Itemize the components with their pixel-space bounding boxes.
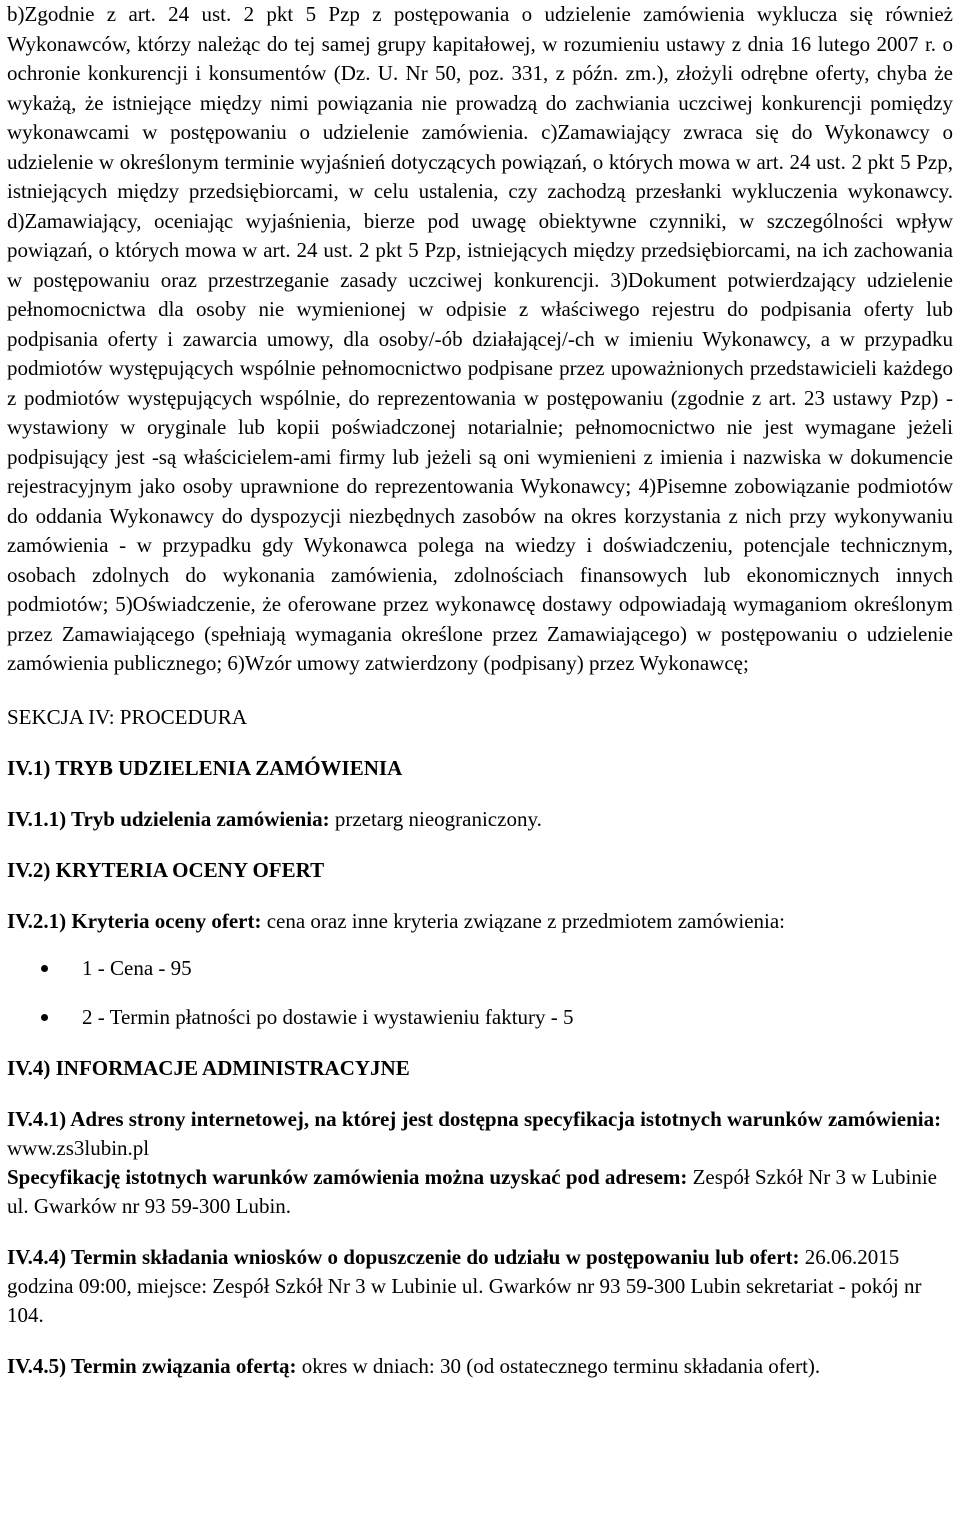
iv11-value: przetarg nieograniczony.: [329, 806, 542, 831]
spec-label: Specyfikację istotnych warunków zamówienia można uzyskać pod adresem:: [7, 1164, 688, 1189]
bullet-icon: [41, 965, 48, 972]
iv41-value: www.zs3lubin.pl: [7, 1135, 150, 1160]
iv11-label: IV.1.1) Tryb udzielenia zamówienia:: [7, 806, 330, 831]
heading-iv2: IV.2) KRYTERIA OCENY OFERT: [7, 857, 325, 882]
criteria-list: [7, 954, 953, 1032]
iv11-item: [7, 805, 953, 834]
heading-iv1: IV.1) TRYB UDZIELENIA ZAMÓWIENIA: [7, 755, 403, 780]
iv21-label: IV.2.1) Kryteria oceny ofert:: [7, 908, 262, 933]
iv44-item: [7, 1243, 953, 1330]
iv41-item: [7, 1105, 953, 1163]
iv45-label: IV.4.5) Termin związania ofertą:: [7, 1353, 297, 1378]
section-title: SEKCJA IV: PROCEDURA: [7, 704, 247, 729]
iv44-value: 26.06.2015 godzina 09:00, miejsce: Zespół Szkół Nr 3 w Lubinie ul. Gwarków nr 93 59-300 Lubin sekretariat - pokój nr 104.: [7, 1244, 922, 1327]
criteria-item: [7, 954, 953, 983]
iv21-item: [7, 907, 953, 936]
criteria-item: [7, 1003, 953, 1032]
iv45-value: okres w dniach: 30 (od ostatecznego terminu składania ofert).: [296, 1353, 821, 1378]
criteria-text: 2 - Termin płatności po dostawie i wystawieniu faktury - 5: [82, 1004, 574, 1029]
spec-value: Zespół Szkół Nr 3 w Lubinie ul. Gwarków nr 93 59-300 Lubin.: [7, 1164, 937, 1218]
body-paragraph: b)Zgodnie z art. 24 ust. 2 pkt 5 Pzp z postępowania o udzielenie zamówienia wyklucza się również Wykonawców, którzy należąc do tej samej grupy kapitałowej, w rozumieniu ustawy z dnia 16 lutego 2007 r. o ochronie konkurencji i konsumentów (Dz. U. Nr 50, poz. 331, z późn. zm.), złożyli odrębne oferty, chyba że wykażą, że istniejące między nimi powiązania nie prowadzą do zachwiania uczciwej konkurencji pomiędzy wykonawcami w postępowaniu o udzielenie zamówienia. c)Zamawiający zwraca się do Wykonawcy o udzielenie w określonym terminie wyjaśnień dotyczących powiązań, o których mowa w art. 24 ust. 2 pkt 5 Pzp, istniejących między przedsiębiorcami, w celu ustalenia, czy zachodzą przesłanki wykluczenia wykonawcy. d)Zamawiający, oceniając wyjaśnienia, bierze pod uwagę obiektywne czynniki, w szczególności wpływ powiązań, o których mowa w art. 24 ust. 2 pkt 5 Pzp, istniejących między przedsiębiorcami, na ich zachowania w postępowaniu oraz przestrzeganie zasady uczciwej konkurencji. 3)Dokument potwierdzający udzielenie pełnomocnictwa dla osoby nie wymienionej w odpisie z właściwego rejestru do podpisania oferty lub podpisania oferty i zawarcia umowy, dla osoby/-ób działającej/-ch w imieniu Wykonawcy, a w przypadku podmiotów występujących wspólnie pełnomocnictwo podpisane przez upoważnionych przedstawicieli każdego z podmiotów występujących wspólnie, do reprezentowania w postępowaniu (zgodnie z art. 23 ustawy Pzp) - wystawiony w oryginale lub kopii poświadczonej notarialnie; pełnomocnictwo nie jest wymagane jeżeli podpisujący jest -są właścicielem-ami firmy lub jeżeli są oni wymienieni z imienia i nazwiska w dokumencie rejestracyjnym jako osoby uprawnione do reprezentowania Wykonawcy; 4)Pisemne zobowiązanie podmiotów do oddania Wykonawcy do dyspozycji niezbędnych zasobów na okres korzystania z nich przy wykonywaniu zamówienia - w przypadku gdy Wykonawca polega na wiedzy i doświadczeniu, potencjale technicznym, osobach zdolnych do wykonania zamówienia, zdolnościach finansowych lub ekonomicznych innych podmiotów; 5)Oświadczenie, że oferowane przez wykonawcę dostawy odpowiadają wymaganiom określonym przez Zamawiającego (spełniają wymagania określone przez Zamawiającego) w postępowaniu o udzielenie zamówienia publicznego; 6)Wzór umowy zatwierdzony (podpisany) przez Wykonawcę;: [7, 2, 953, 675]
criteria-text: 1 - Cena - 95: [82, 955, 192, 980]
iv45-item: [7, 1352, 953, 1381]
iv44-label: IV.4.4) Termin składania wniosków o dopuszczenie do udziału w postępowaniu lub ofert:: [7, 1244, 800, 1269]
iv41-label: IV.4.1) Adres strony internetowej, na której jest dostępna specyfikacja istotnych warunków zamówienia:: [7, 1106, 942, 1131]
spec-item: [7, 1163, 953, 1221]
bullet-icon: [41, 1014, 48, 1021]
heading-iv4: IV.4) INFORMACJE ADMINISTRACYJNE: [7, 1055, 410, 1080]
iv21-value: cena oraz inne kryteria związane z przedmiotem zamówienia:: [261, 908, 786, 933]
